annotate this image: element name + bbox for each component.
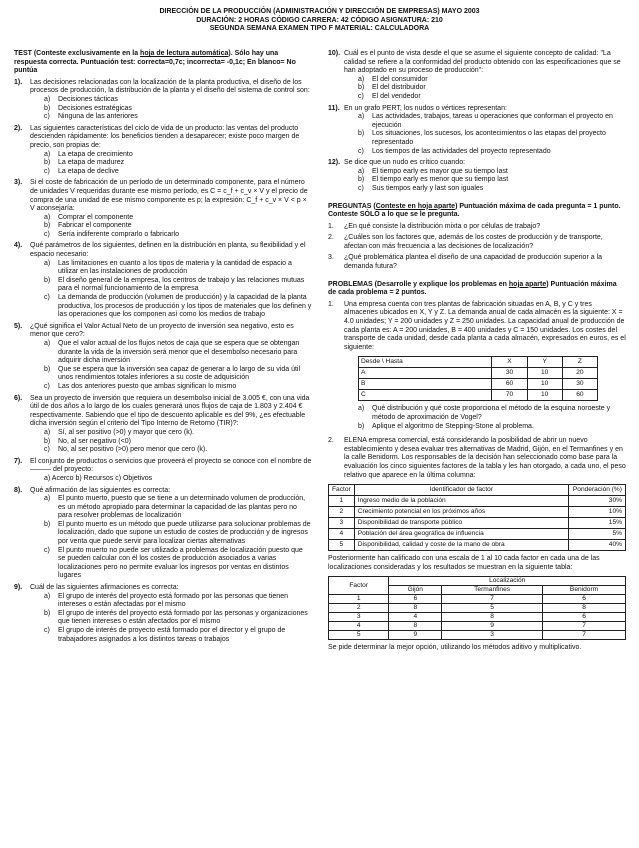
table-row bbox=[359, 368, 598, 379]
problem-2-after-text: Posteriormente han calificado con una escala de 1 al 10 cada factor en cada una de las localizaciones consideradas y los resultados se muestran en la siguiente tabla: bbox=[328, 555, 600, 571]
factor-cell: 30% bbox=[569, 496, 626, 507]
option-text: El punto muerto es un método que puede utilizarse para solucionar problemas de localización, dado que supone un estudio de costes de producción y de ingresos por venta que puede servir para localizar ciertas alternativas bbox=[58, 520, 311, 546]
option-letter: a) bbox=[44, 592, 51, 600]
option-text: La etapa de declive bbox=[58, 167, 119, 175]
score-header-cell: Benidorm bbox=[543, 586, 626, 595]
factor-cell: 4 bbox=[329, 529, 355, 540]
answer-option bbox=[44, 366, 312, 383]
transport-cell: 10 bbox=[527, 379, 562, 390]
question-12 bbox=[328, 159, 626, 193]
question-number: 1). bbox=[14, 78, 23, 86]
question-head bbox=[14, 179, 312, 213]
question-text: Se dice que un nudo es crítico cuando: bbox=[344, 159, 466, 167]
answer-option bbox=[358, 168, 626, 177]
transport-cell: 60 bbox=[492, 379, 527, 390]
question-number: 11). bbox=[328, 104, 340, 112]
question-1 bbox=[14, 79, 312, 122]
factor-cell: 10% bbox=[569, 507, 626, 518]
option-text: La etapa de madurez bbox=[58, 159, 125, 167]
option-text: El grupo de interés del proyecto está formado por las personas y organizaciones que tienen intereses o están afectados por el mismo bbox=[58, 609, 308, 626]
table-row bbox=[359, 379, 598, 390]
option-letter: b) bbox=[44, 222, 51, 230]
factor-cell: 3 bbox=[329, 518, 355, 529]
option-text: Las dos anteriores puesto que ambas significan lo mismo bbox=[58, 382, 237, 390]
option-letter: a) bbox=[44, 428, 51, 436]
answer-option bbox=[44, 214, 312, 223]
question-head bbox=[328, 105, 626, 114]
factor-cell: Disponibilidad, calidad y coste de la mano de obra bbox=[354, 540, 568, 551]
score-cell: 6 bbox=[543, 613, 626, 622]
sub-text: Aplique el algoritmo de Stepping-Stone al problema. bbox=[372, 422, 534, 430]
question-list-right bbox=[328, 50, 626, 194]
option-text: Las actividades, trabajos, tareas u operaciones que conforman el proyecto en ejecución bbox=[372, 113, 613, 129]
option-letter: c) bbox=[44, 113, 50, 121]
answer-option bbox=[44, 294, 312, 320]
question-4 bbox=[14, 242, 312, 319]
score-cell: 8 bbox=[543, 604, 626, 613]
answer-option bbox=[358, 84, 626, 93]
factor-cell: 2 bbox=[329, 507, 355, 518]
question-9 bbox=[14, 584, 312, 644]
answer-option bbox=[44, 446, 312, 455]
option-text: El del distribuidor bbox=[372, 84, 426, 92]
transport-cell: B bbox=[359, 379, 492, 390]
option-text: La etapa de crecimiento bbox=[58, 150, 133, 158]
option-letter: b) bbox=[44, 520, 51, 528]
pregunta-number: 3. bbox=[328, 254, 334, 262]
answer-option bbox=[44, 438, 312, 447]
question-6 bbox=[14, 395, 312, 455]
problem-1-subquestion bbox=[358, 405, 626, 422]
answer-option bbox=[44, 495, 312, 521]
pregunta-item bbox=[328, 254, 626, 271]
inline-options: a) Acerco b) Recursos c) Objetivos bbox=[44, 474, 153, 482]
table-row bbox=[329, 529, 626, 540]
option-letter: a) bbox=[358, 75, 365, 83]
question-number: 12). bbox=[328, 159, 341, 167]
option-letter: c) bbox=[44, 230, 50, 238]
option-text: El punto muerto no puede ser utilizado a problemas de localización puesto que se pueden calcular con él los costes de producción asociados a varias localizaciones pero no permite evaluar los ingresos por ventas en distintos lugares bbox=[58, 546, 303, 580]
location-scores-table bbox=[328, 576, 626, 640]
preguntas-title: PREGUNTAS (Conteste en hoja aparte) Puntuación máxima de cada pregunta = 1 punto. Conteste SÓLO a lo que se le pregunta. bbox=[328, 202, 621, 219]
pregunta-number: 1. bbox=[328, 222, 334, 230]
question-text: El conjunto de productos o servicios que proveerá el proyecto se conoce con el nombre de ——— del proyecto: bbox=[30, 457, 312, 474]
option-letter: b) bbox=[44, 276, 51, 284]
factor-cell: 1 bbox=[329, 496, 355, 507]
score-cell: 3 bbox=[442, 631, 543, 640]
question-number: 2). bbox=[14, 124, 23, 132]
table-row bbox=[329, 622, 626, 631]
answer-option bbox=[44, 277, 312, 294]
table-row bbox=[329, 595, 626, 604]
score-cell: 6 bbox=[389, 595, 442, 604]
answer-option bbox=[44, 113, 312, 122]
option-letter: c) bbox=[44, 546, 50, 554]
preguntas-list bbox=[328, 223, 626, 272]
table-row bbox=[359, 390, 598, 401]
answer-option bbox=[358, 76, 626, 85]
header-line-3: SEGUNDA SEMANA EXAMEN TIPO F MATERIAL: CALCULADORA bbox=[209, 25, 430, 33]
option-letter: c) bbox=[44, 627, 50, 634]
option-text: Sus tiempos early y last son iguales bbox=[372, 184, 484, 192]
answer-option bbox=[44, 222, 312, 231]
answer-option bbox=[358, 113, 626, 130]
question-2 bbox=[14, 125, 312, 177]
left-column bbox=[14, 50, 312, 647]
option-text: No, al ser positivo (>0) pero menor que cero (k). bbox=[58, 446, 208, 454]
option-text: Los tiempos de las actividades del proyecto representado bbox=[372, 147, 551, 155]
answer-option bbox=[44, 231, 312, 240]
option-text: El grupo de interés del proyecto está formado por las personas que tienen intereses o están afectadas por el mismo bbox=[58, 592, 288, 609]
option-letter: c) bbox=[44, 446, 50, 454]
option-letter: b) bbox=[44, 365, 51, 373]
factor-cell: 5% bbox=[569, 529, 626, 540]
option-letter: a) bbox=[44, 259, 51, 267]
problem-1-subquestion bbox=[358, 423, 626, 432]
test-intro: TEST (Conteste exclusivamente en la hoja de lectura automática). Sólo hay una respuesta correcta. Puntuación test: correcta=0,7c; incorrecta= -0,1c; En blanco= No puntúa bbox=[14, 50, 296, 75]
option-text: Fabricar el componente bbox=[58, 222, 132, 230]
option-letter: c) bbox=[44, 294, 50, 302]
option-letter: c) bbox=[358, 147, 364, 155]
factor-cell: Población del área geográfica de influencia bbox=[354, 529, 568, 540]
score-cell: 7 bbox=[543, 631, 626, 640]
table-row bbox=[329, 631, 626, 640]
option-text: Decisiones estratégicas bbox=[58, 104, 132, 112]
question-number: 4). bbox=[14, 242, 23, 250]
score-cell: 9 bbox=[442, 622, 543, 631]
option-letter: a) bbox=[358, 167, 365, 175]
option-letter: c) bbox=[358, 92, 364, 100]
answer-option bbox=[358, 130, 626, 147]
transport-cell: A bbox=[359, 368, 492, 379]
answer-option bbox=[44, 547, 312, 581]
question-head bbox=[14, 125, 312, 151]
answer-option bbox=[44, 260, 312, 277]
score-cell: 5 bbox=[442, 604, 543, 613]
score-header-factor: Factor bbox=[329, 577, 389, 595]
option-text: El diseño general de la empresa, los centros de trabajo y las relaciones mutuas para el normal funcionamiento de la empresa bbox=[58, 276, 305, 293]
table-row bbox=[329, 496, 626, 507]
factor-cell: Disponibilidad de transporte público bbox=[354, 518, 568, 529]
table-row bbox=[329, 613, 626, 622]
question-text: En un grafo PERT, los nudos o vértices representan: bbox=[344, 104, 507, 112]
score-cell: 5 bbox=[329, 631, 389, 640]
factor-cell: 40% bbox=[569, 540, 626, 551]
table-row bbox=[329, 507, 626, 518]
option-text: Decisiones tácticas bbox=[58, 95, 118, 103]
header-line-2: DURACIÓN: 2 HORAS CÓDIGO CARRERA: 42 CÓDIGO ASIGNATURA: 210 bbox=[196, 16, 443, 24]
question-8 bbox=[14, 487, 312, 582]
exam-header bbox=[0, 8, 639, 34]
question-text: Cuál es el punto de vista desde el que se asume el siguiente concepto de calidad: "La calidad se refiere a la conformidad del producto obtenido con las especificaciones que se han adoptado en su proceso de producción": bbox=[344, 50, 621, 75]
question-number: 7). bbox=[14, 457, 23, 465]
option-text: No, al ser negativo (<0) bbox=[58, 437, 131, 445]
pregunta-text: ¿En qué consiste la distribución mixta o por células de trabajo? bbox=[344, 222, 541, 230]
answer-option bbox=[358, 185, 626, 194]
option-text: El del vendedor bbox=[372, 92, 421, 100]
answer-option bbox=[44, 96, 312, 105]
question-head bbox=[14, 487, 312, 496]
question-list-left bbox=[14, 79, 312, 644]
score-cell: 1 bbox=[329, 595, 389, 604]
score-cell: 4 bbox=[389, 613, 442, 622]
option-text: El tiempo early es menor que su tiempo last bbox=[372, 176, 509, 184]
option-letter: b) bbox=[358, 176, 365, 184]
question-number: 5). bbox=[14, 322, 23, 330]
pregunta-number: 2. bbox=[328, 234, 334, 242]
transport-header-cell: Z bbox=[562, 357, 597, 368]
option-letter: a) bbox=[44, 213, 51, 221]
option-letter: b) bbox=[44, 104, 51, 112]
question-text: Las decisiones relacionadas con la localización de la planta productiva, el diseño de los procesos de producción, la distribución de la planta y el diseño del sistema de control son: bbox=[30, 78, 310, 95]
answer-option bbox=[44, 151, 312, 160]
option-text: Sí, al ser positivo (>0) y mayor que cero (k). bbox=[58, 428, 194, 436]
option-letter: b) bbox=[358, 130, 365, 138]
transport-cell: 30 bbox=[562, 379, 597, 390]
option-letter: a) bbox=[44, 150, 51, 158]
answer-option bbox=[44, 610, 312, 627]
score-cell: 8 bbox=[389, 604, 442, 613]
answer-option bbox=[44, 105, 312, 114]
factor-cell: Crecimiento potencial en los próximos años bbox=[354, 507, 568, 518]
question-10 bbox=[328, 50, 626, 102]
factor-weights-table bbox=[328, 484, 626, 551]
option-text: Que el valor actual de los flujos netos de caja que se espera que se obtengan durante la vida de la inversión será menor que el desembolso necesario para adquirir dicha inversión bbox=[58, 340, 300, 365]
question-text: Cuál de las siguientes afirmaciones es correcta: bbox=[30, 584, 179, 592]
factor-cell: Ingreso medio de la población bbox=[354, 496, 568, 507]
score-header-cell: Gijón bbox=[389, 586, 442, 595]
question-text: Las siguientes características del ciclo de vida de un producto: las ventas del producto descienden rápidamente: los beneficios tienden a desaparecer; existe poco margen de precio, son propias de: bbox=[30, 124, 300, 149]
question-text: Qué afirmación de las siguientes es correcta: bbox=[30, 486, 171, 494]
problem-1: 1. Una empresa cuenta con tres plantas de fabricación situadas en A, B, y C y tres almacenes ubicados en X, Y y Z. La demanda anual de cada almacén es la siguiente: X = 4.0 unidades; Y = 200 unidades y Z = 250 unidades. La capacidad anual de producción de cada planta es: A = 200 unidades, B = 400 unidades y C = 150 unidades. Los costes del transporte de cada unidad, desde cada planta a cada almacén, expresados en euros, es el siguiente: bbox=[328, 300, 626, 351]
option-text: La demanda de producción (volumen de producción) y la capacidad de la planta productiva, los procesos de producción y los tipos de materiales que los definen y las operaciones que los componen así como los medios de trabajo bbox=[58, 294, 312, 319]
option-text: Sería indiferente comprarlo o fabricarlo bbox=[58, 230, 180, 238]
option-letter: b) bbox=[44, 437, 51, 445]
factor-cell: 15% bbox=[569, 518, 626, 529]
table-row bbox=[329, 518, 626, 529]
question-head bbox=[14, 458, 312, 475]
answer-option bbox=[44, 168, 312, 177]
option-letter: a) bbox=[358, 113, 365, 121]
transport-cell: 30 bbox=[492, 368, 527, 379]
option-text: Comprar el componente bbox=[58, 213, 134, 221]
question-head bbox=[328, 50, 626, 76]
answer-option bbox=[44, 159, 312, 168]
problem-1-subquestions bbox=[328, 405, 626, 431]
transport-cell: 10 bbox=[527, 368, 562, 379]
score-cell: 9 bbox=[389, 631, 442, 640]
question-head bbox=[14, 584, 312, 593]
score-cell: 7 bbox=[442, 595, 543, 604]
question-number: 3). bbox=[14, 179, 23, 187]
answer-option bbox=[358, 93, 626, 102]
problem-2-closing: Se pide determinar la mejor opción, utilizando los métodos aditivo y multiplicativo. bbox=[328, 644, 582, 652]
sub-letter: a) bbox=[358, 405, 365, 413]
option-letter: b) bbox=[44, 159, 51, 167]
question-3 bbox=[14, 179, 312, 239]
transport-header-cell: Y bbox=[527, 357, 562, 368]
transport-cell: 60 bbox=[562, 390, 597, 401]
question-head bbox=[14, 395, 312, 429]
question-head bbox=[14, 242, 312, 259]
option-text: Los situaciones, los sucesos, los acontecimientos o las etapas del proyecto representado bbox=[372, 130, 606, 146]
score-cell: 2 bbox=[329, 604, 389, 613]
factor-cell: 5 bbox=[329, 540, 355, 551]
option-text: El punto muerto, puesto que se tiene a un determinado volumen de producción, es un método apropiado para determinar la capacidad de las plantas pero no para resolver problemas de localización bbox=[58, 495, 306, 520]
question-text: Qué parámetros de los siguientes, definen en la distribución en planta, su flexibilidad y el espacio necesario: bbox=[30, 242, 306, 259]
header-line-1: DIRECCIÓN DE LA PRODUCCIÓN (ADMINISTRACIÓN Y DIRECCIÓN DE EMPRESAS) MAYO 2003 bbox=[159, 8, 480, 15]
option-letter: b) bbox=[358, 84, 365, 92]
answer-option bbox=[44, 383, 312, 392]
question-head bbox=[328, 159, 626, 168]
option-text: El tiempo early es mayor que su tiempo last bbox=[372, 167, 508, 175]
answer-option bbox=[44, 593, 312, 610]
table-row bbox=[329, 540, 626, 551]
option-text: El grupo de interés de proyecto está formado por el director y el grupo de trabajadores asignados a los distintos tareas o trabajos bbox=[58, 627, 286, 643]
transport-cell: 70 bbox=[492, 390, 527, 401]
question-5 bbox=[14, 323, 312, 392]
transport-header-cell: X bbox=[492, 357, 527, 368]
option-letter: a) bbox=[44, 95, 51, 103]
transport-cell: 10 bbox=[527, 390, 562, 401]
answer-option bbox=[44, 429, 312, 438]
factor-header-cell: Identificador de factor bbox=[354, 485, 568, 496]
score-cell: 3 bbox=[329, 613, 389, 622]
question-number: 8). bbox=[14, 486, 23, 494]
right-column bbox=[328, 50, 626, 656]
pregunta-item bbox=[328, 223, 626, 232]
option-letter: c) bbox=[44, 382, 50, 390]
question-number: 10). bbox=[328, 50, 341, 57]
option-text: Que se espera que la inversión sea capaz de generar a lo largo de su vida útil unos rendimientos totales inferiores a su coste de adquisición bbox=[58, 365, 301, 382]
question-11 bbox=[328, 105, 626, 157]
score-header-location: Localización bbox=[389, 577, 626, 586]
question-7 bbox=[14, 458, 312, 484]
option-letter: c) bbox=[358, 184, 364, 192]
score-cell: 6 bbox=[543, 595, 626, 604]
problem-2: 2. ELENA empresa comercial, está considerando la posibilidad de abrir un nuevo establecimiento y desea evaluar tres alternativas de Madrid, Gijón, en el Termanfines y en la calle Benidorm. Los responsables de la decisión han seleccionado como base para la evaluación los cinco siguientes factores de la tabla y les han otorgado, a cada uno, el peso relativo que aparece en la última columna: bbox=[328, 437, 626, 479]
answer-option bbox=[44, 627, 312, 644]
score-cell: 8 bbox=[442, 613, 543, 622]
score-cell: 7 bbox=[543, 622, 626, 631]
score-cell: 4 bbox=[329, 622, 389, 631]
transport-cost-table bbox=[358, 356, 598, 401]
option-letter: c) bbox=[44, 167, 50, 175]
pregunta-text: ¿Qué problemática plantea el diseño de una capacidad de producción superior a la demanda futura? bbox=[344, 254, 603, 271]
score-cell: 8 bbox=[389, 622, 442, 631]
sub-text: Qué distribución y qué coste proporciona el método de la esquina noroeste y método de aproximación de Vogel? bbox=[372, 405, 611, 421]
answer-option bbox=[358, 176, 626, 185]
question-number: 9). bbox=[14, 584, 23, 592]
option-letter: a) bbox=[44, 340, 51, 347]
sub-letter: b) bbox=[358, 422, 365, 430]
option-letter: b) bbox=[44, 609, 51, 617]
option-letter: a) bbox=[44, 495, 51, 503]
question-text: Sea un proyecto de inversión que requiera un desembolso inicial de 3.005 €, con una vida útil de dos años a lo largo de los cuales generará unos flujos de caja de 1.803 y 2.404 € respectivamente. Sabiendo que el tipo de descuento aplicable es del 9%, ¿es efectuable dicha inversión según el criterio del Tipo Interno de Retorno (TIR)?: bbox=[30, 394, 310, 428]
question-text: Si el coste de fabricación de un período de un determinado componente, para el número de unidades V requeridas durante ese mismo período, es C = c_f + c_v × V y el precio de compra de una unidad de ese mismo componente es p; la expresión: C_f + c_v × V < p × V aconsejaría: bbox=[30, 179, 308, 213]
score-header-cell: Termanfines bbox=[442, 586, 543, 595]
transport-cell: 20 bbox=[562, 368, 597, 379]
question-head bbox=[14, 79, 312, 96]
factor-header-cell: Ponderación (%) bbox=[569, 485, 626, 496]
answer-option bbox=[358, 148, 626, 157]
answer-option bbox=[44, 340, 312, 366]
transport-cell: C bbox=[359, 390, 492, 401]
pregunta-text: ¿Cuáles son los factores que, además de los costes de producción y de transporte, afectan con más frecuencia a las decisiones de localización? bbox=[344, 234, 603, 250]
answer-option bbox=[44, 521, 312, 547]
option-text: El del consumidor bbox=[372, 75, 428, 83]
factor-header-cell: Factor bbox=[329, 485, 355, 496]
pregunta-item bbox=[328, 234, 626, 251]
question-text: ¿Qué significa el Valor Actual Neto de un proyecto de inversión sea negativo, esto es menor que cero?: bbox=[30, 322, 294, 339]
transport-header-cell: Desde \ Hasta bbox=[359, 357, 492, 368]
question-number: 6). bbox=[14, 394, 23, 402]
problemas-title: PROBLEMAS (Desarrolle y explique los problemas en hoja aparte) Puntuación máxima de cada problema = 2 puntos. bbox=[328, 280, 617, 297]
option-text: Las limitaciones en cuanto a los tipos de materia y la cantidad de espacio a utilizar en las instalaciones de producción bbox=[58, 259, 292, 276]
table-row bbox=[329, 604, 626, 613]
option-text: Ninguna de las anteriores bbox=[58, 113, 138, 121]
question-head bbox=[14, 323, 312, 340]
